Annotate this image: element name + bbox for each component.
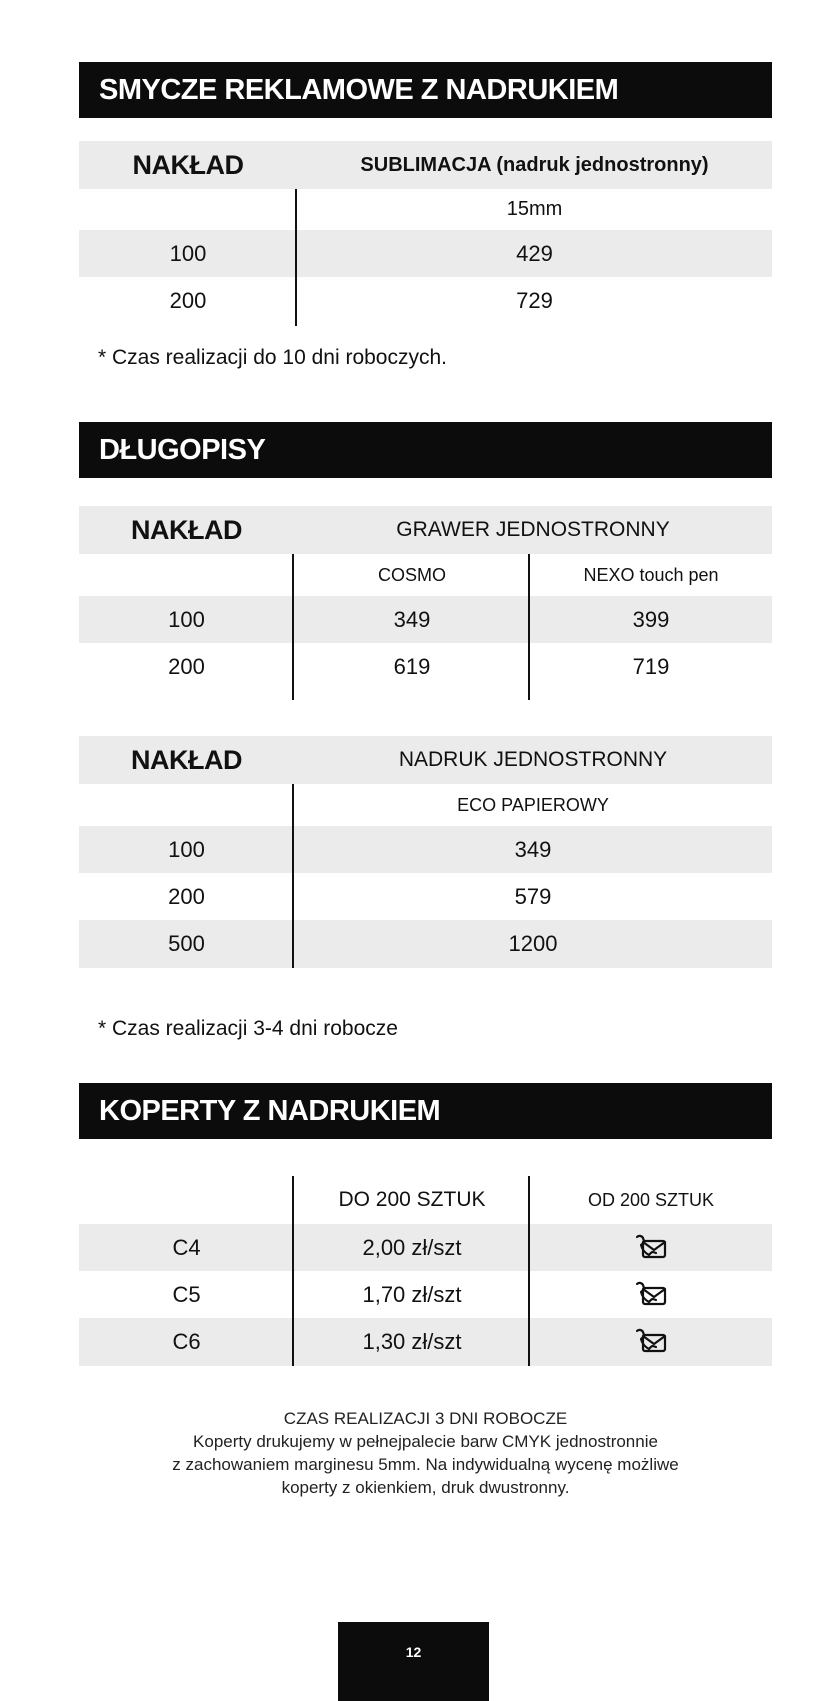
koperty-table (79, 1176, 772, 1366)
col-header-grawer: GRAWER JEDNOSTRONNY (396, 518, 670, 541)
column-divider (295, 189, 297, 326)
price-cell: 1,70 zł/szt (362, 1281, 462, 1307)
table-header-row (79, 141, 772, 189)
footer-line: z zachowaniem marginesu 5mm. Na indywidualną wycenę możliwe (172, 1455, 679, 1474)
size-cell: C4 (172, 1234, 201, 1260)
section-title-dlugopisy: DŁUGOPISY (79, 422, 772, 478)
table-row (79, 277, 772, 324)
phone-envelope-icon (530, 1318, 772, 1366)
table-row (79, 230, 772, 277)
page-number: 12 (338, 1622, 489, 1701)
price-cell: 349 (393, 606, 431, 632)
col-header-do-200: DO 200 SZTUK (338, 1188, 486, 1211)
note-smycze: * Czas realizacji do 10 dni roboczych. (98, 346, 448, 369)
dlugopisy-nadruk-table (79, 736, 772, 968)
table-header-row (79, 736, 772, 784)
table-subheader-row (79, 784, 772, 826)
col-header-sublimacja: SUBLIMACJA (nadruk jednostronny) (360, 153, 709, 176)
qty-cell: 100 (169, 240, 207, 266)
price-cell: 1,30 zł/szt (362, 1329, 462, 1354)
footer-line: Koperty drukujemy w pełnejpalecie barw CMYK jednostronnie (193, 1432, 658, 1451)
phone-envelope-icon (530, 1224, 772, 1271)
col-header-naklad: NAKŁAD (131, 744, 242, 775)
col-header-od-200: OD 200 SZTUK (587, 1189, 715, 1210)
column-divider (528, 554, 530, 700)
qty-cell: 200 (168, 883, 205, 909)
section-title-koperty: KOPERTY Z NADRUKIEM (79, 1083, 772, 1139)
note-dlugopisy: * Czas realizacji 3-4 dni robocze (98, 1017, 398, 1040)
table-row (79, 873, 772, 920)
qty-cell: 100 (168, 606, 205, 632)
col-header-nadruk: NADRUK JEDNOSTRONNY (398, 748, 668, 771)
qty-cell: 200 (168, 653, 205, 679)
subheader-cosmo: COSMO (377, 564, 446, 585)
table-header-row (79, 1176, 772, 1224)
phone-envelope-icon (530, 1271, 772, 1318)
price-cell: 349 (514, 836, 552, 862)
table-row (79, 920, 772, 968)
price-cell: 729 (516, 287, 553, 313)
dlugopisy-grawer-table (79, 506, 772, 700)
table-row (79, 643, 772, 690)
table-row (79, 596, 772, 643)
col-header-naklad: NAKŁAD (131, 514, 242, 545)
table-header-row (79, 506, 772, 554)
column-divider (292, 784, 294, 968)
subheader-eco: ECO PAPIEROWY (457, 794, 609, 815)
table-row (79, 826, 772, 873)
table-subheader-row (79, 189, 772, 230)
section-title-smycze: SMYCZE REKLAMOWE Z NADRUKIEM (79, 62, 772, 118)
price-cell: 619 (393, 653, 431, 679)
price-cell: 579 (514, 883, 552, 909)
koperty-footer (79, 1407, 772, 1499)
smycze-table (79, 141, 772, 326)
column-divider (292, 1176, 294, 1366)
subheader-15mm: 15mm (506, 198, 563, 220)
price-cell: 399 (632, 606, 670, 632)
qty-cell: 100 (168, 836, 205, 862)
table-row (79, 1271, 772, 1318)
price-cell: 429 (516, 240, 553, 266)
table-row (79, 1318, 772, 1366)
footer-title: CZAS REALIZACJI 3 DNI ROBOCZE (283, 1409, 568, 1428)
price-cell: 1200 (508, 931, 558, 956)
price-cell: 719 (632, 653, 670, 679)
subheader-nexo: NEXO touch pen (583, 564, 719, 585)
qty-cell: 500 (168, 931, 205, 956)
column-divider (528, 1176, 530, 1366)
column-divider (292, 554, 294, 700)
size-cell: C6 (172, 1329, 201, 1354)
price-cell: 2,00 zł/szt (362, 1234, 462, 1260)
qty-cell: 200 (169, 287, 207, 313)
size-cell: C5 (172, 1281, 201, 1307)
table-subheader-row (79, 554, 772, 596)
table-row (79, 1224, 772, 1271)
footer-line: koperty z okienkiem, druk dwustronny. (281, 1478, 570, 1497)
col-header-naklad: NAKŁAD (132, 149, 244, 180)
